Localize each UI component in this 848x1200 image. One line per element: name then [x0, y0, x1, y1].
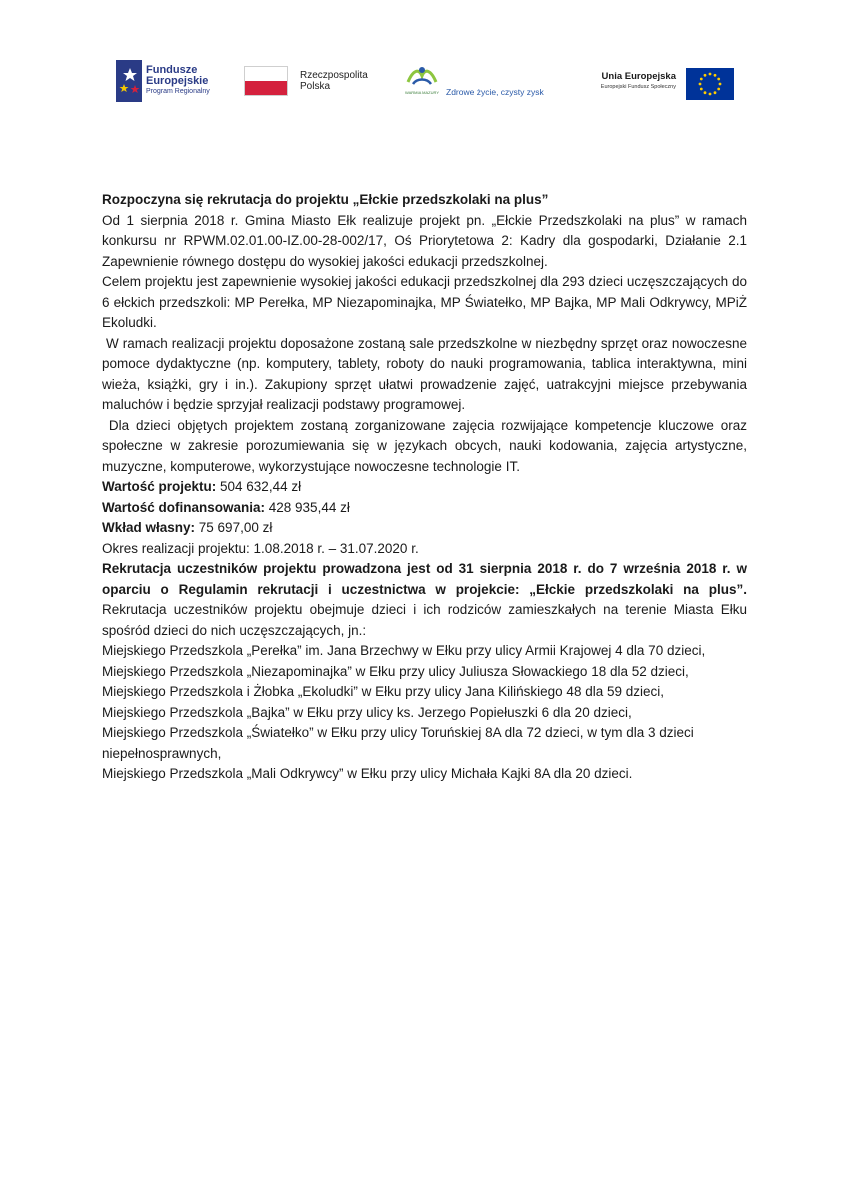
- list-item: Miejskiego Przedszkola „Mali Odkrywcy” w Ełku przy ulicy Michała Kajki 8A dla 20 dzieci.: [102, 766, 633, 781]
- polska-line1: Rzeczpospolita: [300, 70, 368, 81]
- list-item: Miejskiego Przedszkola „Perełka” im. Jana Brzechwy w Ełku przy ulicy Armii Krajowej 4 dla 70 dzieci,: [102, 643, 706, 658]
- fundusze-line3: Program Regionalny: [146, 88, 210, 95]
- paragraph-intro: Od 1 sierpnia 2018 r. Gmina Miasto Ełk realizuje projekt pn. „Ełckie Przedszkolaki na plus” w ramach konkursu nr RPWM.02.01.00-IZ.00-28-002/17, Oś Priorytetowa 2: Kadry dla gospodarki, Działanie 2.1 Zapewnienie równego dostępu do wysokiej jakości edukacji przedszkolnej.: [102, 212, 747, 269]
- document-title: Rozpoczyna się rekrutacja do projektu „Ełckie przedszkolaki na plus”: [102, 192, 549, 207]
- warmia-mazury-emblem-icon: [405, 64, 439, 90]
- paragraph-activities: Dla dzieci objętych projektem zostaną zorganizowane zajęcia rozwijające kompetencje kluczowe oraz społeczne w zakresie porozumiewania się w językach obcych, nauki kodowania, zajęcia artystyczne, muzyczne, komputerowe, wykorzystujące nowoczesne technologie IT.: [102, 417, 751, 474]
- project-value-line: [102, 477, 747, 498]
- unia-europejska-logo: [594, 58, 734, 106]
- warmia-mazury-logo: [405, 58, 565, 106]
- list-item: Miejskiego Przedszkola „Niezapominajka” w Ełku przy ulicy Juliusza Słowackiego 18 dla 52 dzieci,: [102, 663, 689, 679]
- polish-flag-icon: [244, 66, 288, 96]
- eu-flag-icon: [686, 68, 734, 100]
- project-value-label: Wartość projektu:: [102, 479, 217, 494]
- paragraph-goal: Celem projektu jest zapewnienie wysokiej jakości edukacji przedszkolnej dla 293 dzieci uczęszczających do 6 ełckich przedszkoli: MP Perełka, MP Niezapominajka, MP Światełko, MP Bajka, MP Mali Odkrywcy, MPiŻ Ekoludki.: [102, 274, 747, 330]
- warmia-slogan: Zdrowe życie, czysty zysk: [446, 87, 544, 97]
- funding-label: Wartość dofinansowania:: [102, 499, 266, 515]
- project-value: 504 632,44 zł: [216, 479, 302, 494]
- paragraph-equipment: W ramach realizacji projektu doposażone zostaną sale przedszkolne w niezbędny sprzęt oraz nowoczesne pomoce dydaktyczne (np. komputery, tablety, roboty do nauki programowania, tablica interaktywna, mini wieża, książki, gry i in.). Zakupiony sprzęt ułatwi prowadzenie zajęć, uatrakcyjni miejsce przebywania maluchów i będzie sprzyjał realizacji podstawy programowej.: [102, 335, 751, 412]
- fundusze-europejskie-emblem-icon: [116, 60, 142, 102]
- recruitment-text: Rekrutacja uczestników projektu obejmuje dzieci i ich rodziców zamieszkałych na terenie Miasta Ełku spośród dzieci do nich uczęszczających, jn.:: [102, 602, 747, 638]
- project-period: Okres realizacji projektu: 1.08.2018 r. – 31.07.2020 r.: [102, 540, 419, 556]
- fundusze-line1: Fundusze: [146, 64, 198, 76]
- funding-value: 428 935,44 zł: [265, 499, 350, 515]
- own-contribution-value: 75 697,00 zł: [195, 520, 273, 535]
- recruitment-bold: Rekrutacja uczestników projektu prowadzona jest od 31 sierpnia 2018 r. do 7 września 2018 r. w oparciu o Regulamin rekrutacji i uczestnictwa w projekcie: „Ełckie przedszkolaki na plus”.: [102, 561, 747, 597]
- fundusze-line2: Europejskie: [146, 75, 209, 87]
- fundusze-europejskie-logo: [116, 58, 226, 106]
- own-contribution-line: [102, 518, 747, 539]
- list-item: Miejskiego Przedszkola „Bajka” w Ełku przy ulicy ks. Jerzego Popiełuszki 6 dla 20 dzieci,: [102, 704, 632, 720]
- list-item: Miejskiego Przedszkola „Światełko” w Ełku przy ulicy Toruńskiej 8A dla 72 dzieci, w tym dla 3 dzieci niepełnosprawnych,: [102, 725, 694, 761]
- paragraph-recruitment: [102, 559, 747, 641]
- schools-list: [102, 641, 747, 785]
- unia-line2: Europejski Fundusz Społeczny: [600, 84, 676, 90]
- list-item: Miejskiego Przedszkola i Żłobka „Ekoludki” w Ełku przy ulicy Jana Kilińskiego 48 dla 59 dzieci,: [102, 684, 664, 699]
- funding-line: [102, 498, 747, 519]
- polska-line2: Polska: [300, 81, 331, 92]
- warmia-small-text: WARMIA MAZURY: [405, 90, 440, 95]
- rzeczpospolita-polska-logo: [244, 58, 384, 106]
- logo-bar: [0, 58, 848, 106]
- document-body: [102, 190, 751, 785]
- unia-line1: Unia Europejska: [601, 71, 676, 82]
- own-contribution-label: Wkład własny:: [102, 520, 196, 535]
